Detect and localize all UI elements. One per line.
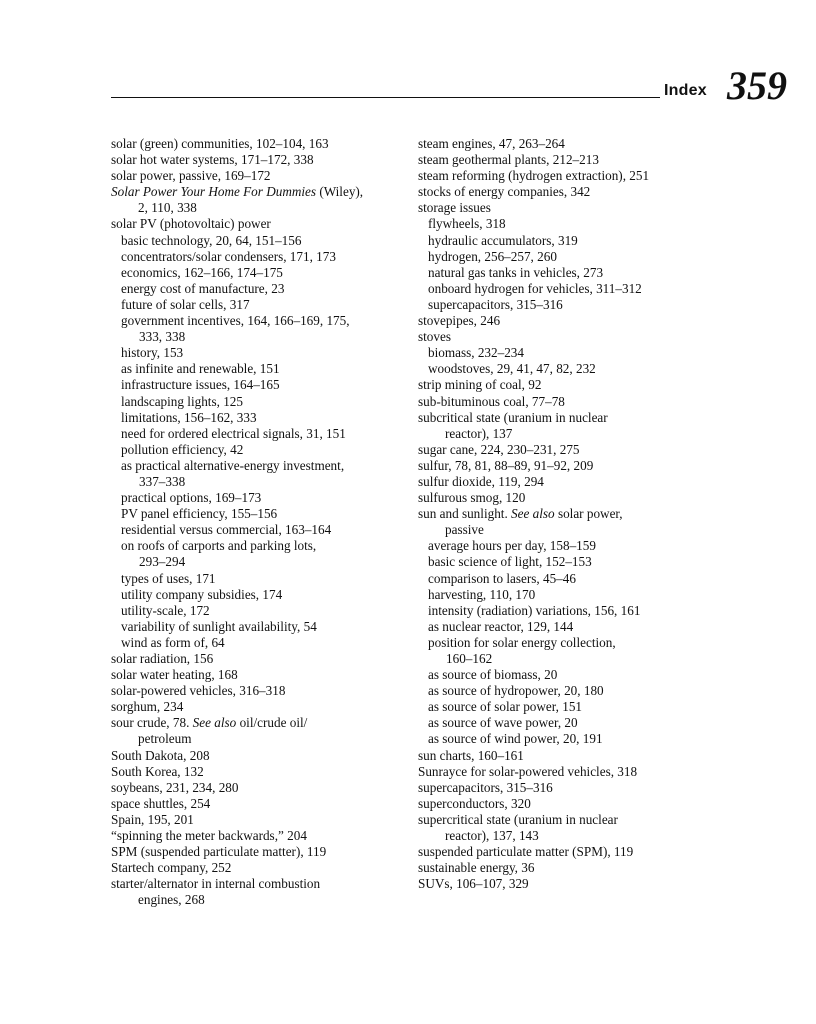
index-subentry [111,538,411,570]
index-subentry [418,635,728,667]
entry-line: suspended particulate matter (SPM), 119 [418,844,634,860]
entry-line: storage issues [418,200,491,216]
index-subentry [418,233,728,249]
index-subentry [418,361,728,377]
entry-line [418,506,623,521]
index-entry [111,715,411,747]
entry-line: economics, 162–166, 174–175 [121,264,283,280]
entry-line: as source of wind power, 20, 191 [428,731,603,747]
entry-line: as infinite and renewable, 151 [121,361,280,377]
entry-line: supercritical state (uranium in nuclear [418,811,618,827]
index-entry [418,844,728,860]
entry-text: (Wiley), [316,184,364,200]
index-entry [418,506,728,538]
entry-line: steam engines, 47, 263–264 [418,136,565,151]
index-subentry [418,249,728,265]
entry-line: landscaping lights, 125 [121,393,243,409]
index-entry [418,458,728,474]
index-entry [418,796,728,812]
entry-line: infrastructure issues, 164–165 [121,377,280,393]
index-entry [418,442,728,458]
entry-line: future of solar cells, 317 [121,296,250,312]
entry-continuation: 333, 338 [139,329,186,345]
entry-line: as source of hydropower, 20, 180 [428,683,604,699]
index-subentry [111,490,411,506]
entry-line [111,715,307,730]
entry-line: flywheels, 318 [428,216,506,232]
index-subentry [111,619,411,635]
index-subentry [111,603,411,619]
index-subentry [111,587,411,603]
entry-line: sun charts, 160–161 [418,747,524,763]
entry-continuation: reactor), 137, 143 [445,828,539,844]
entry-line: natural gas tanks in vehicles, 273 [428,264,604,280]
entry-line: supercapacitors, 315–316 [418,779,553,795]
entry-line: subcritical state (uranium in nuclear [418,409,608,425]
entry-line: stovepipes, 246 [418,313,501,329]
index-subentry [111,233,411,249]
index-subentry [418,715,728,731]
index-entry [418,313,728,329]
entry-line: concentrators/solar condensers, 171, 173 [121,248,336,264]
entry-line: basic technology, 20, 64, 151–156 [121,232,302,248]
index-subentry [111,426,411,442]
entry-line: types of uses, 171 [121,570,216,586]
index-entry [111,828,411,844]
index-entry [111,168,411,184]
entry-line: biomass, 232–234 [428,345,524,361]
entry-line: Spain, 195, 201 [111,811,194,827]
index-entry [111,780,411,796]
entry-text: sour crude, 78. [111,715,193,731]
entry-line: intensity (radiation) variations, 156, 161 [428,602,641,618]
index-entry [418,474,728,490]
index-subentry [111,442,411,458]
index-entry [418,184,728,200]
index-subentry [111,506,411,522]
entry-line: history, 153 [121,345,184,361]
index-entry [111,764,411,780]
index-entry [418,152,728,168]
entry-line: solar water heating, 168 [111,667,238,683]
entry-line: need for ordered electrical signals, 31, 151 [121,425,346,441]
entry-line: solar radiation, 156 [111,651,214,666]
entry-line: as practical alternative-energy investment, [121,457,345,473]
index-subentry [418,667,728,683]
see-also-label: See also [511,506,555,522]
entry-line: hydrogen, 256–257, 260 [428,248,557,264]
entry-line: soybeans, 231, 234, 280 [111,779,239,795]
entry-line: as nuclear reactor, 129, 144 [428,618,574,634]
entry-line: sulfurous smog, 120 [418,490,526,506]
index-subentry [111,635,411,651]
entry-line: sub-bituminous coal, 77–78 [418,393,565,409]
entry-line: as source of biomass, 20 [428,667,558,683]
index-column-left [111,136,411,909]
entry-line: hydraulic accumulators, 319 [428,232,578,248]
entry-continuation: 2, 110, 338 [138,200,197,216]
header-rule [111,97,660,98]
index-entry [418,812,728,844]
index-entry [111,699,411,715]
entry-line: position for solar energy collection, [428,634,616,650]
entry-line: residential versus commercial, 163–164 [121,522,332,538]
index-subentry [418,345,728,361]
index-subentry [418,265,728,281]
entry-continuation: 160–162 [446,651,493,666]
entry-line: variability of sunlight availability, 54 [121,618,317,634]
entry-line: practical options, 169–173 [121,490,262,506]
entry-text: sun and sunlight. [418,506,512,522]
entry-line: stoves [418,329,451,345]
entry-continuation: petroleum [138,731,192,747]
entry-line: basic science of light, 152–153 [428,554,592,570]
index-subentry [111,410,411,426]
entry-line: woodstoves, 29, 41, 47, 82, 232 [428,361,596,377]
entry-continuation: passive [445,522,484,538]
entry-continuation: engines, 268 [138,892,205,908]
index-subentry [418,683,728,699]
index-entry [111,184,411,216]
index-column-right [418,136,728,892]
index-subentry [111,265,411,281]
entry-line: SUVs, 106–107, 329 [418,876,529,892]
index-subentry [418,538,728,554]
index-entry [418,748,728,764]
index-subentry [418,603,728,619]
entry-line: stocks of energy companies, 342 [418,184,591,200]
index-subentry [111,571,411,587]
entry-line: as source of solar power, 151 [428,699,583,715]
entry-line: sorghum, 234 [111,699,184,715]
index-entry [418,410,728,442]
entry-line: sugar cane, 224, 230–231, 275 [418,441,580,457]
index-subentry [418,554,728,570]
index-subentry [418,731,728,747]
index-entry [418,200,728,216]
index-entry [418,377,728,393]
index-entry [111,812,411,828]
entry-line: onboard hydrogen for vehicles, 311–312 [428,280,642,296]
index-subentry [418,281,728,297]
index-entry [418,876,728,892]
entry-line: as source of wave power, 20 [428,715,578,731]
entry-continuation: 293–294 [139,554,186,570]
page-number: 359 [727,63,787,108]
index-subentry [418,619,728,635]
entry-line: steam reforming (hydrogen extraction), 251 [418,168,650,184]
entry-line: South Dakota, 208 [111,747,210,763]
index-entry [111,683,411,699]
index-entry [418,780,728,796]
index-entry [418,136,728,152]
index-subentry [111,361,411,377]
index-subentry [418,587,728,603]
index-subentry [111,345,411,361]
entry-line: comparison to lasers, 45–46 [428,570,576,586]
entry-line: Sunrayce for solar-powered vehicles, 318 [418,763,638,779]
entry-line: supercapacitors, 315–316 [428,296,563,312]
entry-line: solar PV (photovoltaic) power [111,216,271,232]
entry-line: energy cost of manufacture, 23 [121,280,285,296]
section-label: Index [664,82,707,99]
see-also-label: See also [192,715,237,731]
entry-line: sustainable energy, 36 [418,860,535,876]
entry-line: South Korea, 132 [111,763,204,779]
entry-line: superconductors, 320 [418,795,531,811]
index-entry [111,860,411,876]
index-entry [418,168,728,184]
entry-line: utility-scale, 172 [121,602,210,618]
entry-line: PV panel efficiency, 155–156 [121,506,278,522]
entry-line: government incentives, 164, 166–169, 175, [121,313,350,329]
entry-line: solar (green) communities, 102–104, 163 [111,136,329,151]
page-header [0,0,816,110]
index-entry [111,152,411,168]
index-subentry [111,313,411,345]
index-subentry [111,377,411,393]
index-entry [111,216,411,232]
entry-line: wind as form of, 64 [121,634,225,650]
entry-text: solar power, [554,506,623,522]
index-entry [418,394,728,410]
entry-continuation: reactor), 137 [445,425,513,441]
entry-line: solar hot water systems, 171–172, 338 [111,152,314,168]
index-subentry [111,522,411,538]
entry-line: solar-powered vehicles, 316–318 [111,683,286,699]
index-subentry [418,571,728,587]
entry-line: sulfur dioxide, 119, 294 [418,473,544,489]
entry-line: sulfur, 78, 81, 88–89, 91–92, 209 [418,457,594,473]
index-subentry [111,394,411,410]
entry-line: SPM (suspended particulate matter), 119 [111,844,327,860]
entry-line: utility company subsidies, 174 [121,586,283,602]
index-entry [111,136,411,152]
index-subentry [111,458,411,490]
index-subentry [111,297,411,313]
index-subentry [418,297,728,313]
entry-line: pollution efficiency, 42 [121,441,244,457]
index-subentry [111,249,411,265]
entry-line: space shuttles, 254 [111,795,211,811]
index-entry [418,764,728,780]
index-entry [418,860,728,876]
entry-line: solar power, passive, 169–172 [111,168,271,184]
entry-continuation: 337–338 [139,473,186,489]
entry-line: strip mining of coal, 92 [418,377,542,393]
entry-line: on roofs of carports and parking lots, [121,538,317,554]
index-entry [111,748,411,764]
entry-line: Startech company, 252 [111,860,232,876]
index-subentry [111,281,411,297]
index-entry [111,844,411,860]
index-entry [111,796,411,812]
index-subentry [418,216,728,232]
index-entry [111,651,411,667]
entry-line: steam geothermal plants, 212–213 [418,152,599,168]
entry-line: starter/alternator in internal combustion [111,876,321,892]
entry-line: harvesting, 110, 170 [428,586,536,602]
index-subentry [418,699,728,715]
entry-line: average hours per day, 158–159 [428,538,596,554]
index-entry [418,490,728,506]
index-entry [111,667,411,683]
index-entry [418,329,728,345]
entry-text: oil/crude oil/ [236,715,308,731]
entry-line: “spinning the meter backwards,” 204 [111,828,307,844]
entry-line: limitations, 156–162, 333 [121,409,257,425]
book-title: Solar Power Your Home For Dummies [111,184,317,200]
index-entry [111,876,411,908]
entry-line [111,184,363,199]
